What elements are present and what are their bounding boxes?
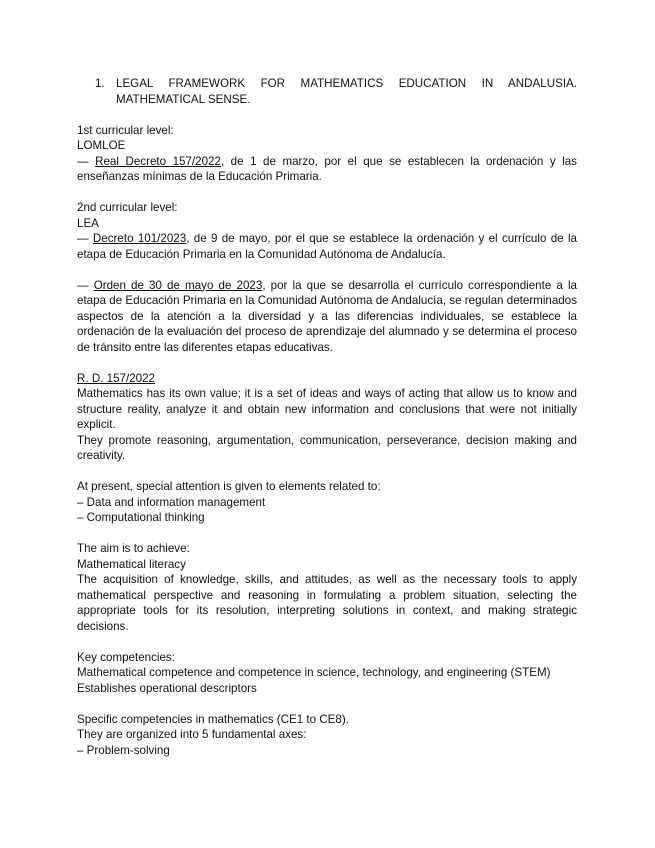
- rd-title-link[interactable]: R. D. 157/2022: [77, 371, 155, 385]
- level2-item2-text: , por la que se desarrolla el currículo correspondiente a la etapa de Educación Primaria en la Comunidad Autónoma de Andalucía, se regulan determinados aspectos de la atención a la diversidad y a las diferencias individuales, se establece la ordenación de la evaluación del proceso de aprendizaje del alumnado y se determina el proceso de tránsito entre las diferentes etapas educativas.: [77, 278, 577, 354]
- level2-item-decreto: [77, 231, 577, 262]
- key-line-1: Mathematical competence and competence in science, technology, and engineering (STEM): [77, 666, 551, 679]
- level1-item-text: , de 1 de marzo, por el que se establecen la ordenación y las enseñanzas mínimas de la Educación Primaria.: [77, 154, 577, 183]
- specific-item: – Problem-solving: [77, 743, 170, 757]
- level2-label: 2nd curricular level:: [77, 201, 178, 214]
- real-decreto-link[interactable]: Real Decreto 157/2022: [95, 154, 221, 168]
- rd-paragraph-1: Mathematics has its own value; it is a set of ideas and ways of acting that allow us to know and structure reality, analyze it and obtain new information and conclusions that were not initially explicit.: [77, 387, 577, 431]
- level1-item-dash: —: [77, 154, 96, 168]
- aim-intro: The aim is to achieve:: [77, 542, 190, 555]
- level1-law: LOMLOE: [77, 139, 126, 152]
- attention-intro: At present, special attention is given to elements related to:: [77, 480, 381, 493]
- section-heading: [95, 76, 577, 107]
- specific-line-1: Specific competencies in mathematics (CE1 to CE8).: [77, 712, 349, 726]
- level2-item-orden: [77, 278, 577, 356]
- heading-number: 1.: [95, 77, 105, 90]
- heading-title: LEGAL FRAMEWORK FOR MATHEMATICS EDUCATION IN ANDALUSIA. MATHEMATICAL SENSE.: [116, 77, 577, 106]
- level1-item: [77, 154, 577, 185]
- key-intro: Key competencies:: [77, 650, 175, 664]
- key-line-2: Establishes operational descriptors: [77, 681, 257, 695]
- level2-law: LEA: [77, 216, 99, 230]
- orden-link[interactable]: Orden de 30 de mayo de 2023: [93, 278, 263, 292]
- attention-item: – Data and information management: [77, 495, 266, 509]
- document-page: [77, 76, 577, 758]
- aim-text: The acquisition of knowledge, skills, and attitudes, as well as the necessary tools to apply mathematical perspective and reasoning in formulating a problem situation, selecting the appropriate tools for its resolution, interpreting solutions in context, and making strategic decisions.: [77, 573, 577, 633]
- level1-label: 1st curricular level:: [77, 123, 174, 137]
- level2-item1-dash: —: [77, 232, 93, 245]
- attention-item: – Computational thinking: [77, 511, 205, 524]
- rd-paragraph-2: They promote reasoning, argumentation, communication, perseverance, decision making and creativity.: [77, 433, 577, 462]
- specific-line-2: They are organized into 5 fundamental axes:: [77, 728, 307, 741]
- aim-term: Mathematical literacy: [77, 557, 186, 571]
- level2-item1-text: , de 9 de mayo, por el que se establece la ordenación y el currículo de la etapa de Educación Primaria en la Comunidad Autónoma de Andalucía.: [77, 232, 577, 261]
- decreto-link[interactable]: Decreto 101/2023: [92, 232, 187, 245]
- level2-item2-dash: —: [77, 278, 94, 292]
